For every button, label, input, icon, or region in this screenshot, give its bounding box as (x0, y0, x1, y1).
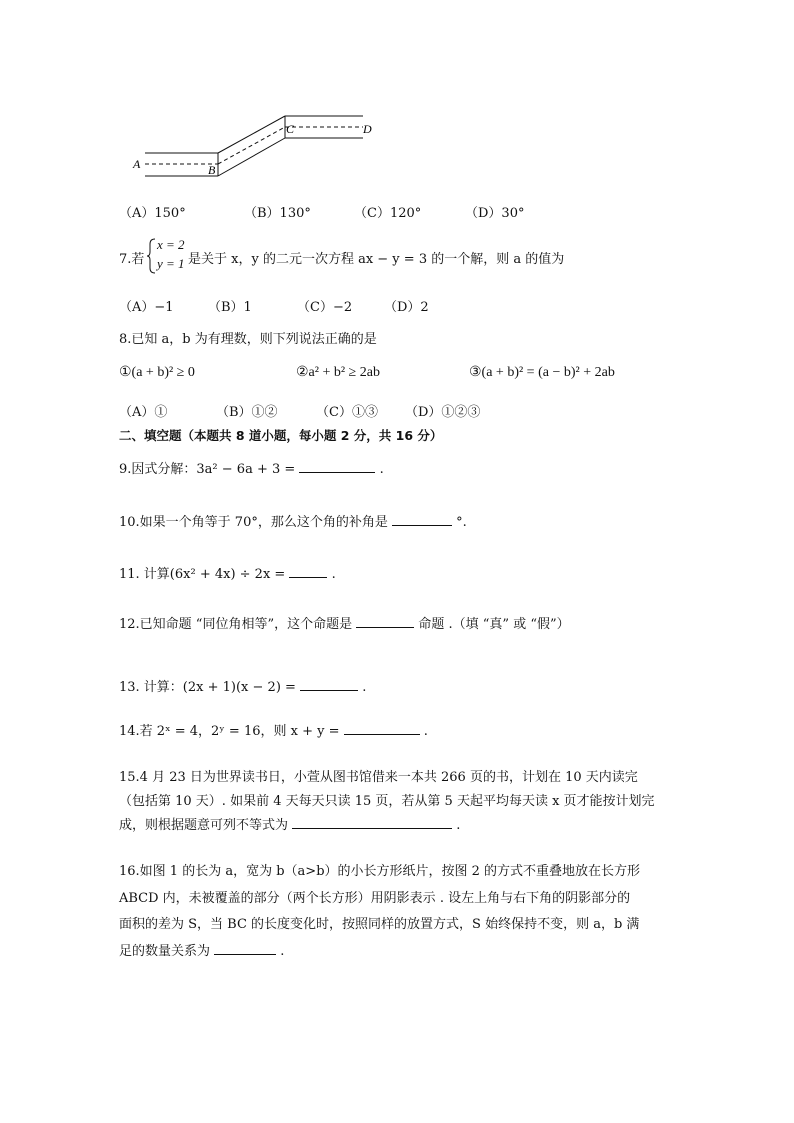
q7-system-line2: y = 1 (157, 256, 185, 271)
left-brace-icon (147, 238, 157, 274)
q15-answer-blank (292, 816, 452, 829)
q16-end: . (280, 944, 285, 959)
q14-text: 14.若 2ˣ = 4，2ʸ = 16，则 x + y = (119, 724, 340, 739)
q12-answer-blank (356, 615, 414, 628)
q12-text: 12.已知命题 “同位角相等”，这个命题是 (119, 617, 353, 632)
q7-option-d: （D）2 (384, 300, 429, 315)
q15-end: . (456, 818, 461, 833)
q11-answer-blank (289, 565, 327, 578)
q16-line3: 面积的差为 S，当 BC 的长度变化时，按照同样的放置方式，S 始终保持不变，则 a，b 满 (119, 917, 640, 932)
q8-option-b: （B）①② (216, 405, 278, 420)
q9-text: 9.因式分解：3a² − 6a + 3 = (119, 462, 296, 477)
q16-line4: 足的数量关系为 (119, 944, 211, 959)
q8-statement-2: ②a² + b² ≥ 2ab (296, 365, 380, 380)
q16-line1: 16.如图 1 的长为 a，宽为 b（a>b）的小长方形纸片，按图 2 的方式不重叠地放在长方形 (119, 864, 641, 879)
q16-line2: ABCD 内，未被覆盖的部分（两个长方形）用阴影表示 . 设左上角与右下角的阴影部分的 (119, 891, 631, 906)
q9-end: . (379, 462, 384, 477)
q8-option-d: （D）①②③ (405, 405, 481, 420)
q13-answer-blank (300, 678, 358, 691)
q7-prefix: 7.若 (119, 252, 145, 267)
q7-option-c: （C）−2 (297, 300, 353, 315)
q6-option-a: （A）150° (119, 206, 186, 221)
q6-option-d: （D）30° (465, 206, 525, 221)
q15-line1: 15.4 月 23 日为世界读书日，小萱从图书馆借来一本共 266 页的书，计划在 10 天内读完 (119, 770, 638, 785)
dashed-line (218, 127, 285, 164)
q16-answer-blank (214, 942, 276, 955)
folded-strip-figure (120, 105, 390, 185)
q7-option-b: （B）1 (208, 300, 252, 315)
q7-option-a: （A）−1 (119, 300, 174, 315)
strip-edge (218, 138, 285, 176)
q14-answer-blank (344, 722, 420, 735)
q7-system-line1: x = 2 (157, 237, 185, 252)
strip-edge (218, 116, 285, 153)
q7-stem: 是关于 x，y 的二元一次方程 ax − y = 3 的一个解，则 a 的值为 (188, 252, 565, 267)
section-title: 二、填空题（本题共 8 道小题，每小题 2 分，共 16 分） (119, 428, 443, 443)
label-d: D (363, 122, 372, 136)
q13-end: . (362, 680, 367, 695)
q6-option-c: （C）120° (354, 206, 422, 221)
q8-stem: 8.已知 a，b 为有理数，则下列说法正确的是 (119, 332, 377, 347)
q10-text: 10.如果一个角等于 70°，那么这个角的补角是 (119, 515, 388, 530)
label-b: B (208, 163, 216, 177)
q9-answer-blank (299, 460, 375, 473)
label-a: A (133, 157, 141, 171)
q14-end: . (423, 724, 428, 739)
q8-statement-1: ①(a + b)² ≥ 0 (119, 365, 195, 380)
q10-end: °. (456, 515, 467, 530)
q6-option-b: （B）130° (244, 206, 311, 221)
q12-end: 命题 .（填 “真” 或 “假”） (418, 617, 570, 632)
q8-statement-3: ③(a + b)² = (a − b)² + 2ab (469, 365, 615, 380)
q10-answer-blank (392, 513, 452, 526)
q8-option-a: （A）① (119, 405, 168, 420)
q11-end: . (331, 567, 336, 582)
label-c: C (286, 122, 295, 136)
q8-option-c: （C）①③ (316, 405, 378, 420)
q15-line2: （包括第 10 天）. 如果前 4 天每天只读 15 页，若从第 5 天起平均每天读 x 页才能按计划完 (119, 794, 655, 809)
q11-text: 11. 计算(6x² + 4x) ÷ 2x = (119, 567, 286, 582)
q15-line3: 成，则根据题意可列不等式为 (119, 818, 289, 833)
q13-text: 13. 计算：(2x + 1)(x − 2) = (119, 680, 296, 695)
